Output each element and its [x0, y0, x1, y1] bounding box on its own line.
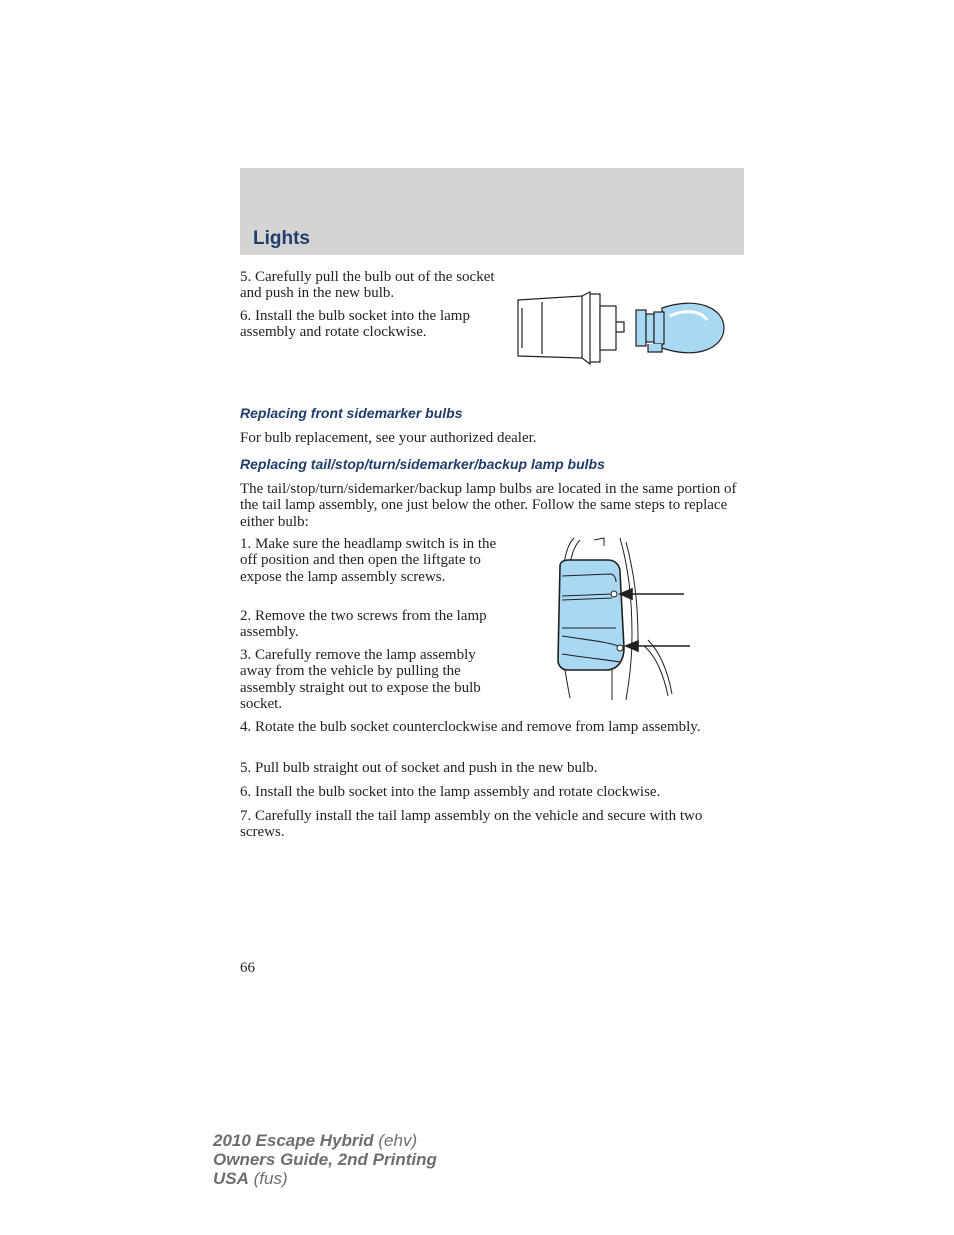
bulb-socket-illustration	[512, 286, 728, 370]
tail-step-7: 7. Carefully install the tail lamp assembly on the vehicle and secure with two screws.	[240, 808, 703, 841]
front-sidemarker-heading: Replacing front sidemarker bulbs	[240, 405, 463, 421]
page-number: 66	[240, 960, 255, 976]
footer-line-3: USA (fus)	[213, 1169, 288, 1188]
tail-step-5: 5. Pull bulb straight out of socket and push in the new bulb.	[240, 760, 598, 776]
footer	[213, 1131, 437, 1188]
intro-step-5: 5. Carefully pull the bulb out of the socket and push in the new bulb.	[240, 269, 495, 302]
tail-step-3: 3. Carefully remove the lamp assembly away from the vehicle by pulling the assembly straight out to expose the bulb socket.	[240, 647, 481, 713]
tail-step-6: 6. Install the bulb socket into the lamp assembly and rotate clockwise.	[240, 784, 661, 800]
front-sidemarker-body: For bulb replacement, see your authorized dealer.	[240, 430, 537, 446]
tail-lamp-heading: Replacing tail/stop/turn/sidemarker/backup lamp bulbs	[240, 456, 605, 472]
tail-step-1: 1. Make sure the headlamp switch is in the off position and then open the liftgate to expose the lamp assembly screws.	[240, 536, 497, 585]
section-title: Lights	[253, 228, 310, 249]
tail-step-4: 4. Rotate the bulb socket counterclockwise and remove from lamp assembly.	[240, 719, 701, 735]
tail-lamp-illustration	[548, 536, 696, 700]
tail-step-2: 2. Remove the two screws from the lamp assembly.	[240, 608, 487, 641]
tail-lamp-intro: The tail/stop/turn/sidemarker/backup lamp bulbs are located in the same portion of the tail lamp assembly, one just below the other. Follow the same steps to replace either bulb:	[240, 481, 737, 530]
intro-step-6: 6. Install the bulb socket into the lamp assembly and rotate clockwise.	[240, 308, 470, 341]
footer-line-1: 2010 Escape Hybrid (ehv)	[213, 1131, 418, 1150]
header-band	[240, 168, 744, 255]
footer-line-2: Owners Guide, 2nd Printing	[213, 1150, 437, 1169]
